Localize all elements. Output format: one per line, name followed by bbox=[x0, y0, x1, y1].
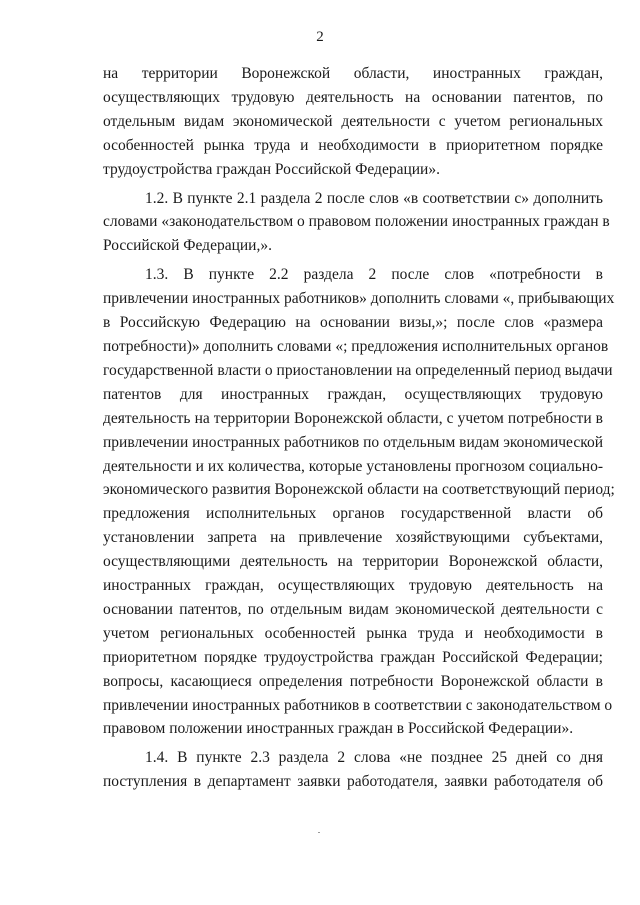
scan-speck bbox=[318, 832, 320, 833]
text-line: государственной власти о приостановлении на определенный период выдачи bbox=[103, 361, 613, 379]
document-body bbox=[103, 62, 615, 799]
text-line: основании патентов, по отдельным видам экономической деятельности с bbox=[103, 600, 603, 618]
paragraph-1-4 bbox=[103, 746, 603, 794]
text-line: потребности)» дополнить словами «; предложения исполнительных органов bbox=[103, 337, 609, 355]
text-line: осуществляющими деятельность на территории Воронежской области, bbox=[103, 553, 603, 571]
text-line: экономического развития Воронежской области на соответствующий период; bbox=[103, 481, 615, 499]
page-number: 2 bbox=[316, 29, 324, 45]
text-line: поступления в департамент заявки работодателя, заявки работодателя об bbox=[103, 773, 603, 791]
text-line: приоритетном порядке трудоустройства граждан Российской Федерации; bbox=[103, 648, 603, 666]
paragraph-1-3 bbox=[103, 263, 615, 741]
text-line: установлении запрета на привлечение хозяйствующими субъектами, bbox=[103, 529, 603, 547]
text-line: вопросы, касающиеся определения потребности Воронежской области в bbox=[103, 672, 603, 690]
text-line: Российской Федерации,». bbox=[103, 237, 272, 255]
text-line: в Российскую Федерацию на основании визы,»; после слов «размера bbox=[103, 314, 603, 332]
text-line: правовом положении иностранных граждан в Российской Федерации». bbox=[103, 720, 574, 738]
text-line: привлечении иностранных работников в соответствии с законодательством о bbox=[103, 696, 613, 714]
text-line: отдельным видам экономической деятельности с учетом региональных bbox=[103, 112, 603, 130]
text-line: иностранных граждан, осуществляющих трудовую деятельность на bbox=[103, 577, 603, 595]
text-line: 1.4. В пункте 2.3 раздела 2 слова «не позднее 25 дней со дня bbox=[145, 749, 603, 767]
text-line: словами «законодательством о правовом положении иностранных граждан в bbox=[103, 213, 610, 231]
text-line: осуществляющих трудовую деятельность на основании патентов, по bbox=[103, 88, 603, 106]
text-line: деятельности и их количества, которые установлены прогнозом социально- bbox=[103, 457, 603, 475]
text-line: трудоустройства граждан Российской Федерации». bbox=[103, 160, 440, 178]
text-line: патентов для иностранных граждан, осуществляющих трудовую bbox=[103, 385, 603, 403]
text-line: на территории Воронежской области, иностранных граждан, bbox=[103, 65, 603, 82]
text-line: 1.3. В пункте 2.2 раздела 2 после слов «потребности в bbox=[145, 266, 603, 284]
text-line: деятельность на территории Воронежской области, с учетом потребности в bbox=[103, 409, 603, 427]
paragraph-1-2 bbox=[103, 187, 610, 259]
text-line: учетом региональных особенностей рынка труда и необходимости в bbox=[103, 624, 603, 642]
text-line: привлечении иностранных работников» дополнить словами «, прибывающих bbox=[103, 290, 615, 308]
text-line: особенностей рынка труда и необходимости в приоритетном порядке bbox=[103, 136, 603, 154]
text-line: предложения исполнительных органов государственной власти об bbox=[103, 505, 603, 523]
text-line: 1.2. В пункте 2.1 раздела 2 после слов «в соответствии с» дополнить bbox=[145, 189, 603, 207]
paragraph-continuation bbox=[103, 62, 603, 182]
text-line: привлечении иностранных работников по отдельным видам экономической bbox=[103, 433, 603, 451]
